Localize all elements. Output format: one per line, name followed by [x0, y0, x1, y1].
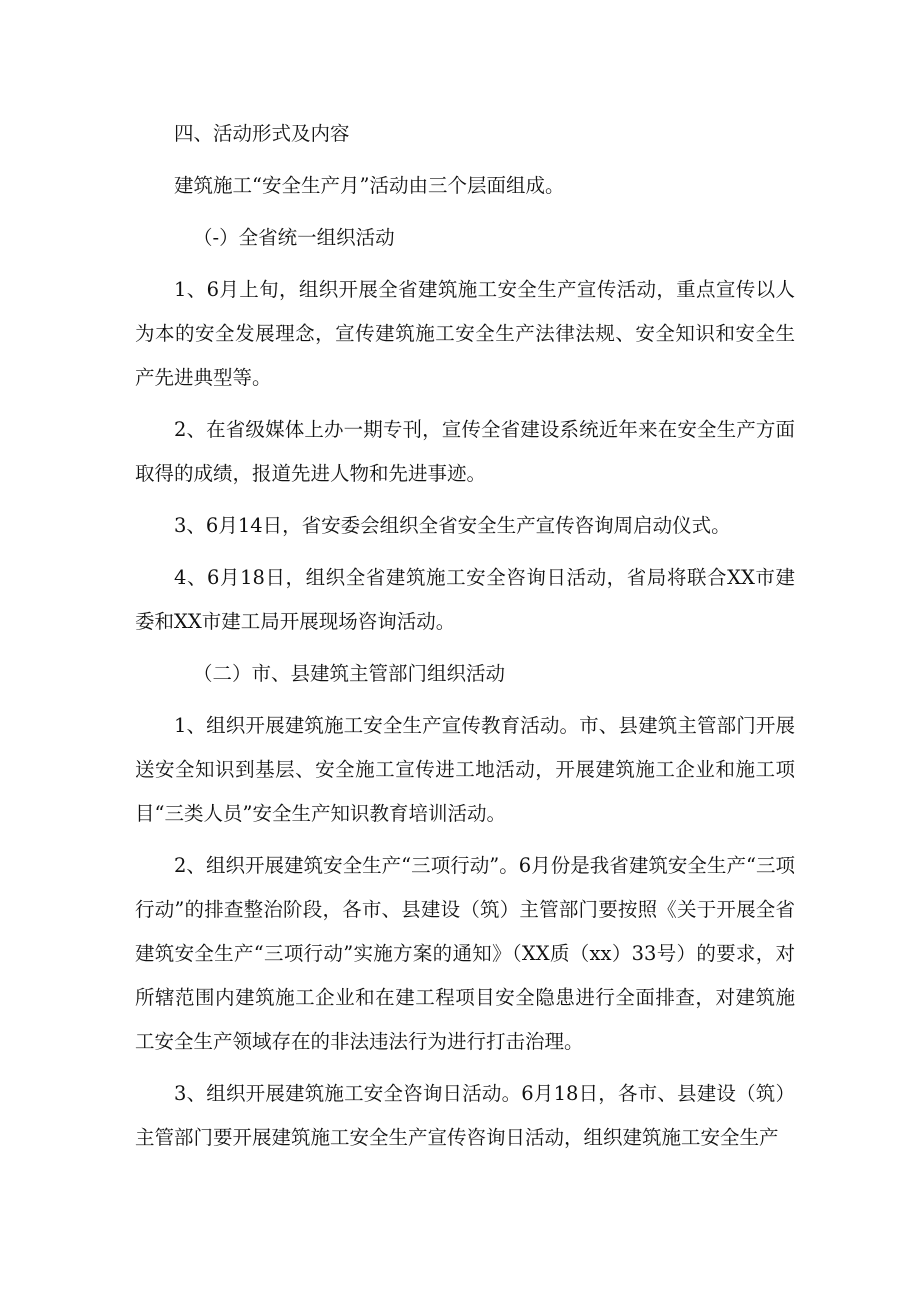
paragraph: 4、6月18日，组织全省建筑施工安全咨询日活动，省局将联合XX市建委和XX市建工局开展现场咨询活动。: [135, 566, 795, 633]
subsection-heading: （-）全省统一组织活动: [193, 226, 395, 249]
paragraph: 3、6月14日，省安委会组织全省安全生产宣传咨询周启动仪式。: [174, 514, 731, 537]
paragraph: 2、在省级媒体上办一期专刊，宣传全省建设系统近年来在安全生产方面取得的成绩，报道先进人物和先进事迹。: [135, 418, 795, 485]
document-body: [135, 112, 795, 1168]
subsection-heading: （二）市、县建筑主管部门组织活动: [193, 662, 506, 685]
section-heading: 四、活动形式及内容: [174, 122, 350, 145]
paragraph: 2、组织开展建筑安全生产“三项行动”。6月份是我省建筑安全生产“三项行动”的排查整治阶段，各市、县建设（筑）主管部门要按照《关于开展全省建筑安全生产“三项行动”实施方案的通知》（XX质（xx）33号）的要求，对所辖范围内建筑施工企业和在建工程项目安全隐患进行全面排查，对建筑施工安全生产领域存在的非法违法行为进行打击治理。: [135, 854, 795, 1053]
paragraph: 1、6月上旬，组织开展全省建筑施工安全生产宣传活动，重点宣传以人为本的安全发展理念，宣传建筑施工安全生产法律法规、安全知识和安全生产先进典型等。: [135, 278, 795, 389]
paragraph: 1、组织开展建筑施工安全生产宣传教育活动。市、县建筑主管部门开展送安全知识到基层、安全施工宣传进工地活动，开展建筑施工企业和施工项目“三类人员”安全生产知识教育培训活动。: [135, 714, 795, 825]
paragraph: 3、组织开展建筑施工安全咨询日活动。6月18日，各市、县建设（筑）主管部门要开展建筑施工安全生产宣传咨询日活动，组织建筑施工安全生产: [135, 1082, 795, 1149]
paragraph: 建筑施工“安全生产月”活动由三个层面组成。: [174, 174, 565, 197]
